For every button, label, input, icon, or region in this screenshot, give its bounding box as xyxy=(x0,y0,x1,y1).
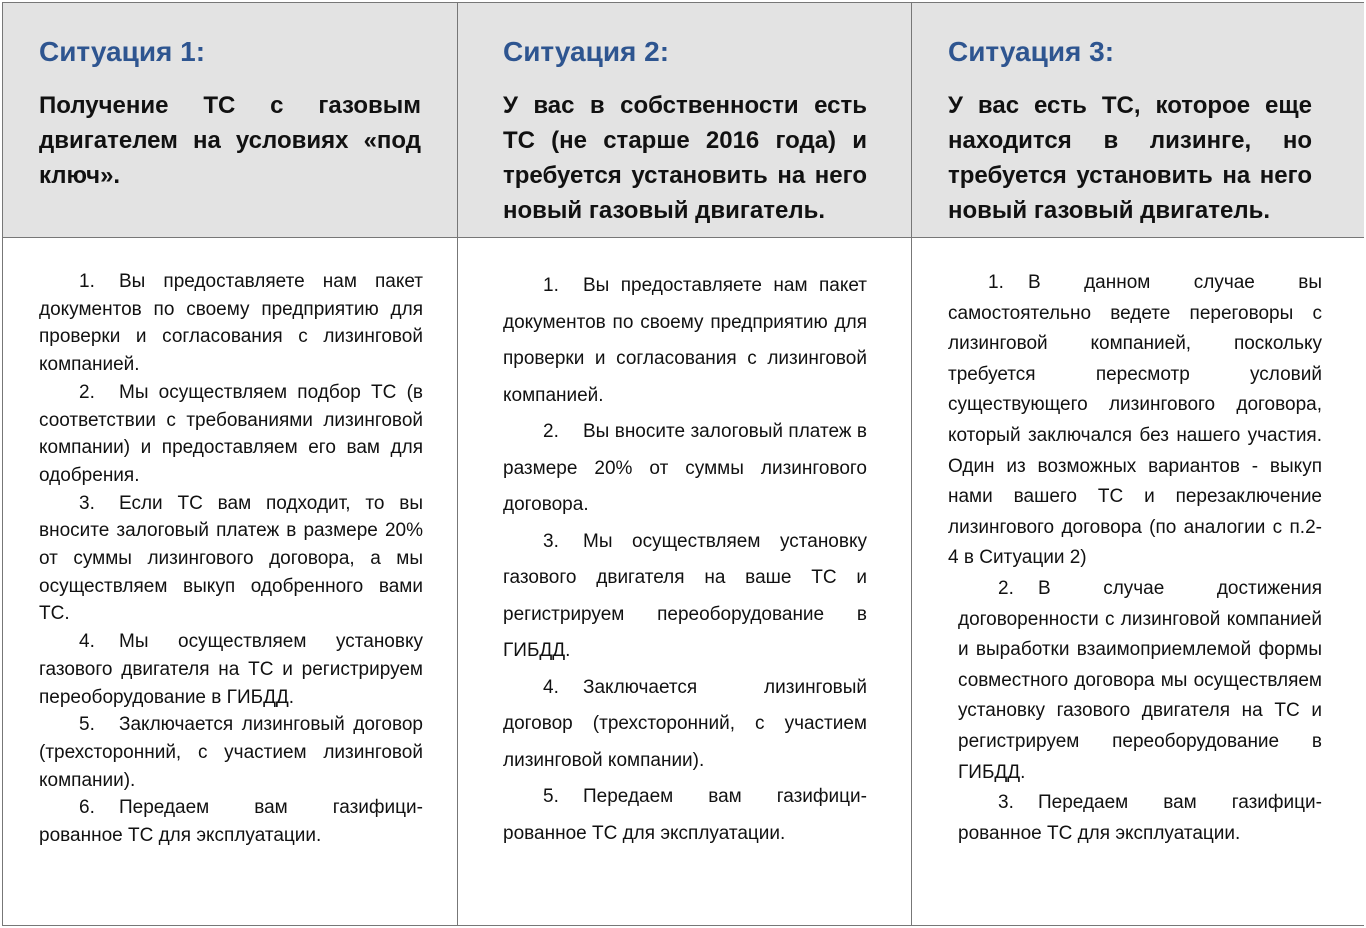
step-text: Заключается лизинговый договор (трехсторонний, с участием лизинговой компании). xyxy=(503,676,867,771)
situation-2-column xyxy=(457,3,912,925)
step-number: 2. xyxy=(79,381,95,403)
step-item xyxy=(948,268,1322,574)
situation-2-header xyxy=(458,3,912,238)
situation-1-body xyxy=(3,238,457,925)
situation-1-column xyxy=(3,3,457,925)
step-item xyxy=(39,490,423,629)
step-number: 2. xyxy=(543,421,559,442)
situation-3-title: Ситуация 3: xyxy=(948,36,1115,67)
step-text: В случае достижения договоренности с лизинговой компанией и выработки взаимоприемлемой формы совместного договора мы осуществляем установку газового двигателя на ТС и регистрируем переоборудование в ГИБДД. xyxy=(958,577,1322,783)
step-number: 3. xyxy=(998,792,1014,814)
situation-1-header xyxy=(3,3,457,238)
step-item xyxy=(503,779,867,852)
situation-3-subtitle: У вас есть ТС, которое еще находится в лизинге, но требуется установить на него новый газовый двигатель. xyxy=(948,92,1312,224)
situation-2-subtitle: У вас в собственности есть ТС (не старше 2016 года) и требуется установить на него новый газовый двигатель. xyxy=(503,92,867,224)
situation-1-title: Ситуация 1: xyxy=(39,36,206,67)
situation-2-steps xyxy=(503,268,867,852)
step-item xyxy=(39,268,423,379)
step-text: Заключается лизинговый договор (трехсторонний, с участием лизинговой компании). xyxy=(39,714,423,791)
step-text: Вы предоставляете нам пакет документов по своему предприятию для проверки и согласования с лизинговой компанией. xyxy=(39,271,423,376)
step-text: Передаем вам газифици-рованное ТС для эксплуатации. xyxy=(958,792,1322,844)
step-number: 4. xyxy=(543,676,559,698)
step-number: 1. xyxy=(79,271,95,292)
situation-2-body xyxy=(458,238,912,925)
step-item xyxy=(948,788,1322,849)
step-text: Мы осуществляем подбор ТС (в соответствии с требованиями лизинговой компании) и предоставляем его вам для одобрения. xyxy=(39,381,423,486)
step-item xyxy=(503,268,867,414)
step-number: 4. xyxy=(79,631,95,653)
step-number: 3. xyxy=(79,492,95,514)
step-number: 6. xyxy=(79,797,95,819)
step-number: 2. xyxy=(998,577,1014,599)
situation-2-title: Ситуация 2: xyxy=(503,36,670,67)
step-item xyxy=(39,379,423,490)
step-text: Мы осуществляем установку газового двигателя на ваше ТС и регистрируем переоборудование в ГИБДД. xyxy=(503,530,867,661)
step-item xyxy=(39,794,423,849)
step-number: 1. xyxy=(988,272,1004,293)
step-number: 3. xyxy=(543,530,559,552)
step-item xyxy=(948,574,1322,788)
situation-1-steps xyxy=(39,268,423,850)
situation-3-header xyxy=(912,3,1364,238)
step-item xyxy=(39,711,423,794)
situation-3-steps xyxy=(948,268,1322,849)
step-number: 5. xyxy=(79,714,95,736)
step-text: В данном случае вы самостоятельно ведете переговоры с лизинговой компанией, поскольку требуется пересмотр условий существующего лизингового договора, который заключался без нашего участия. Один из возможных вариантов - выкуп нами вашего ТС и перезаключение лизингового договора (по аналогии с п.2-4 в Ситуации 2) xyxy=(948,272,1322,569)
step-text: Передаем вам газифици-рованное ТС для эксплуатации. xyxy=(39,797,423,847)
step-text: Вы предоставляете нам пакет документов по своему предприятию для проверки и согласования с лизинговой компанией. xyxy=(503,275,867,406)
situations-table xyxy=(2,2,1364,926)
step-text: Если ТС вам подходит, то вы вносите залоговый платеж в размере 20% от суммы лизингового договора, а мы осуществляем выкуп одобренного вами ТС. xyxy=(39,492,423,625)
step-number: 1. xyxy=(543,275,559,296)
step-number: 5. xyxy=(543,786,559,807)
step-item xyxy=(503,670,867,780)
step-item xyxy=(503,414,867,524)
step-text: Мы осуществляем установку газового двигателя на ТС и регистрируем переоборудование в ГИБДД. xyxy=(39,631,423,708)
step-item xyxy=(503,524,867,670)
step-item xyxy=(39,628,423,711)
step-text: Вы вносите залоговый платеж в размере 20% от суммы лизингового договора. xyxy=(503,421,867,515)
situation-3-body xyxy=(912,238,1364,925)
step-text: Передаем вам газифици-рованное ТС для эксплуатации. xyxy=(503,786,867,844)
situation-3-column xyxy=(911,3,1364,925)
situation-1-subtitle: Получение ТС с газовым двигателем на условиях «под ключ». xyxy=(39,92,421,189)
